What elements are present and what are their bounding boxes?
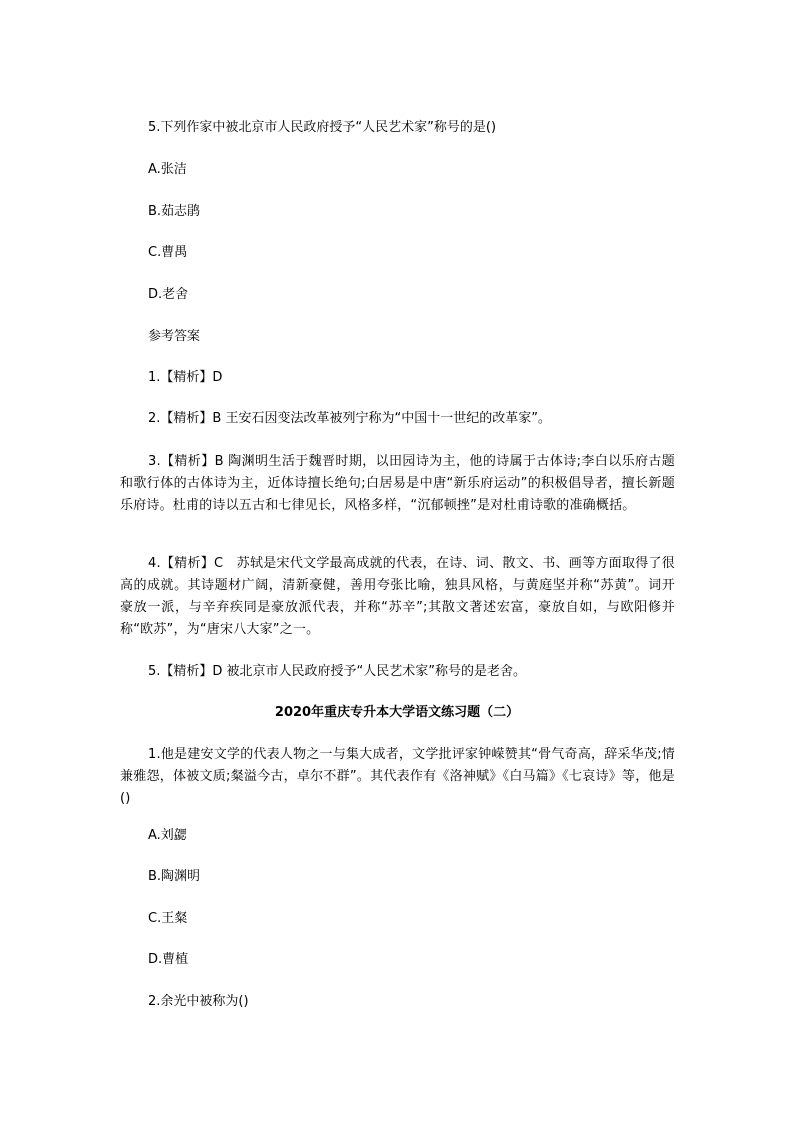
answer-4: 4.【精析】C 苏轼是宋代文学最高成就的代表，在诗、词、散文、书、画等方面取得了很高的成就。其诗题材广阔，清新豪健，善用夸张比喻，独具风格，与黄庭坚并称“苏黄”。词开豪放一派，与辛弃疾同是豪放派代表，并称“苏辛”;其散文著述宏富，豪放自如，与欧阳修并称“欧苏”，为“唐宋八大家”之一。 — [120, 556, 675, 637]
section-title: 2020年重庆专升本大学语文练习题（二） — [274, 705, 520, 720]
answer-5: 5.【精析】D 被北京市人民政府授予“人民艺术家”称号的是老舍。 — [148, 664, 527, 679]
section2-question-1-option-c: C.王粲 — [148, 911, 188, 926]
question-5-option-a: A.张洁 — [148, 162, 187, 177]
section2-question-1-text: 1.他是建安文学的代表人物之一与集大成者，文学批评家钟嵘赞其“骨气奇高，辞采华茂;情兼雅怨，体被文质;粲溢今古，卓尔不群”。其代表作有《洛神赋》《白马篇》《七哀诗》等，他是() — [120, 747, 675, 806]
question-5-text: 5.下列作家中被北京市人民政府授予“人民艺术家”称号的是() — [148, 120, 497, 135]
answer-3: 3.【精析】B 陶渊明生活于魏晋时期，以田园诗为主，他的诗属于古体诗;李白以乐府古题和歌行体的古体诗为主，近体诗擅长绝句;白居易是中唐“新乐府运动”的积极倡导者，擅长新题乐府诗。杜甫的诗以五古和七律见长，风格多样，“沉郁顿挫”是对杜甫诗歌的准确概括。 — [120, 454, 675, 513]
section2-question-1-option-d: D.曹植 — [148, 952, 189, 967]
section2-question-1-option-b: B.陶渊明 — [148, 869, 201, 884]
section2-question-2-text: 2.余光中被称为() — [148, 994, 249, 1009]
section2-question-1-option-a: A.刘勰 — [148, 828, 187, 843]
question-5-option-b: B.茹志鹃 — [148, 204, 201, 219]
question-5-option-c: C.曹禺 — [148, 245, 188, 260]
question-5-option-d: D.老舍 — [148, 287, 189, 302]
answer-1: 1.【精析】D — [148, 370, 223, 385]
answers-heading: 参考答案 — [148, 329, 201, 344]
answer-2: 2.【精析】B 王安石因变法改革被列宁称为“中国十一世纪的改革家”。 — [148, 411, 551, 426]
